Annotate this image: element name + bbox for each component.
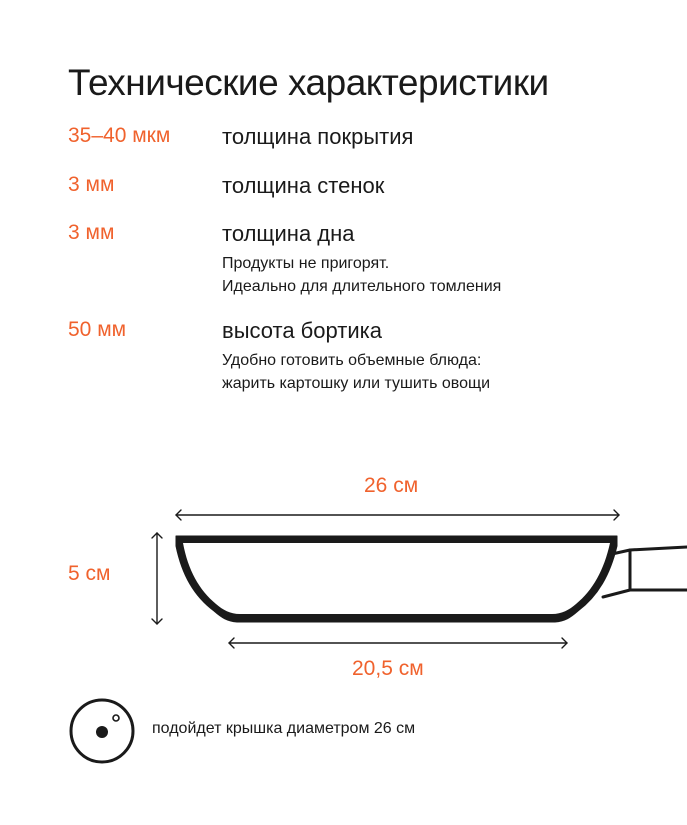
spec-value: 35–40 мкм: [68, 124, 171, 147]
top-width-arrow: [176, 510, 619, 520]
lid-icon: [71, 700, 133, 762]
spec-value: 3 мм: [68, 221, 115, 244]
spec-label: толщина покрытия: [222, 124, 414, 149]
pan-body-icon: [176, 536, 687, 622]
spec-note: Удобно готовить объемные блюда:: [222, 352, 482, 369]
spec-note: жарить картошку или тушить овощи: [222, 375, 491, 392]
spec-label: толщина стенок: [222, 173, 385, 198]
spec-value: 3 мм: [68, 173, 115, 196]
lid-note: подойдет крышка диаметром 26 см: [152, 720, 416, 737]
spec-note: Идеально для длительного томления: [222, 278, 502, 295]
bottom-width-label: 20,5 см: [352, 657, 424, 680]
height-arrow: [152, 533, 162, 624]
spec-value: 50 мм: [68, 318, 127, 341]
spec-label: высота бортика: [222, 318, 382, 343]
spec-label: толщина дна: [222, 221, 355, 246]
top-width-label: 26 см: [364, 474, 419, 497]
page-title: Технические характеристики: [68, 62, 549, 103]
bottom-width-arrow: [229, 638, 567, 648]
spec-note: Продукты не пригорят.: [222, 255, 390, 272]
height-label: 5 см: [68, 562, 111, 585]
